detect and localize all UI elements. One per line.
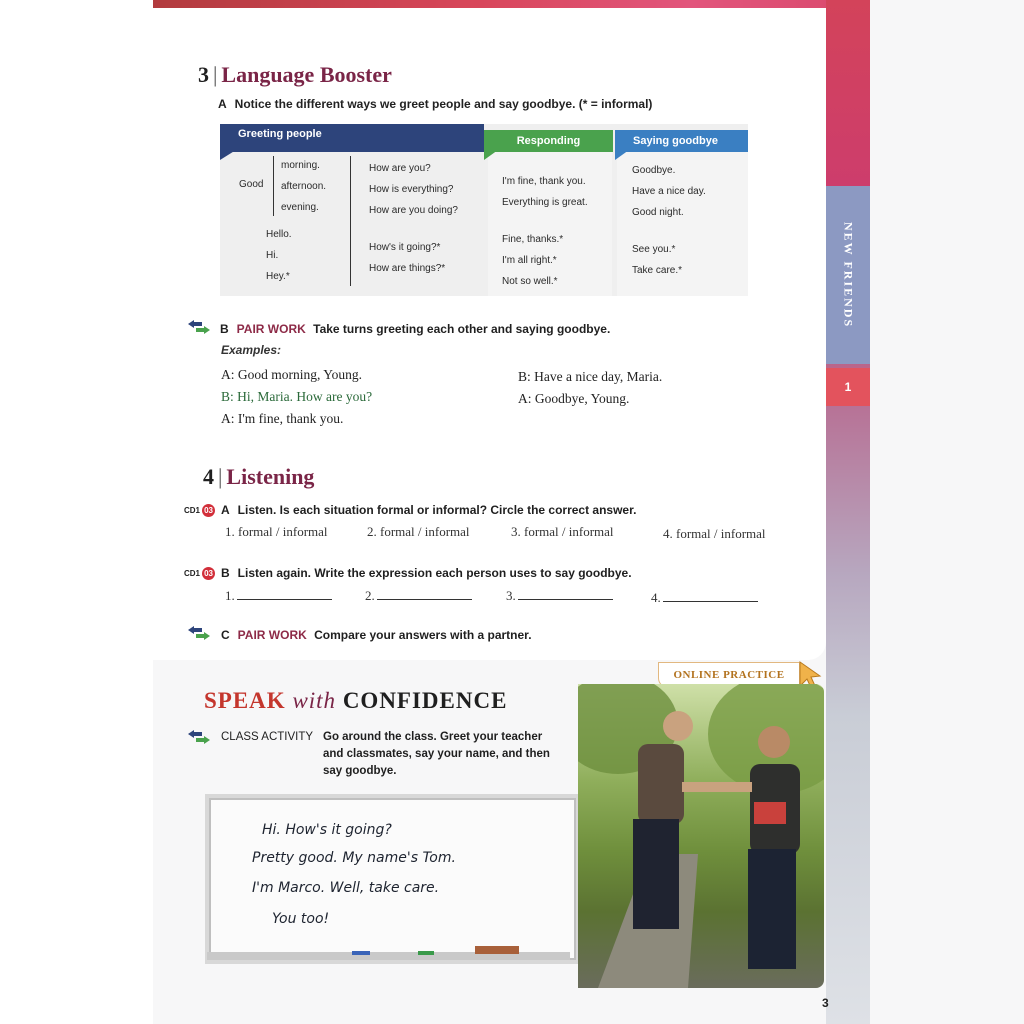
example-dialogue-left — [221, 364, 372, 430]
dialogue-line: A: Goodbye, Young. — [518, 391, 630, 406]
answer-choice[interactable]: 4. formal / informal — [663, 526, 766, 541]
marker-green — [418, 951, 434, 955]
speak-with-confidence-title: SPEAK with CONFIDENCE — [204, 688, 508, 713]
page-margin — [0, 0, 153, 1024]
online-practice-link[interactable]: ONLINE PRACTICE — [658, 662, 800, 688]
dialogue-line: A: I'm fine, thank you. — [221, 411, 344, 426]
informal-greetings-list: Hello. Hi. Hey.* — [266, 229, 292, 282]
dialogue-line: A: Good morning, Young. — [221, 367, 363, 382]
pair-work-icon — [188, 626, 210, 640]
informal-goodbyes-list: See you.* Take care.* — [632, 244, 683, 276]
part-a-instruction: A Notice the different ways we greet people and say goodbye. (* = informal) — [218, 97, 653, 111]
greeting-header: Greeting people — [220, 124, 484, 152]
part-b-instruction: B PAIR WORK Take turns greeting each other and saying goodbye. — [220, 322, 611, 336]
answer-choice[interactable]: 2. formal / informal — [367, 524, 470, 539]
track-badge: 03 — [202, 504, 215, 517]
section-number: 4 — [203, 464, 214, 489]
answer-blank[interactable]: 3. — [506, 588, 613, 604]
answer-blank[interactable]: 1. — [225, 588, 332, 604]
header-arrow — [615, 150, 629, 160]
section-title: Listening — [226, 464, 315, 489]
header-arrow — [484, 150, 498, 160]
chapter-tab-label: NEW FRIENDS — [841, 221, 856, 329]
whiteboard-line: You too! — [272, 911, 330, 927]
goodbye-header: Saying goodbye — [615, 130, 748, 152]
photo-illustration — [578, 684, 824, 988]
dialogue-line: B: Hi, Maria. How are you? — [221, 389, 373, 404]
responding-header: Responding — [484, 130, 613, 152]
chapter-number: 1 — [826, 368, 870, 406]
examples-label: Examples: — [221, 343, 282, 357]
class-activity-instruction: Go around the class. Greet your teacher and classmates, say your name, and then say goodbye. — [323, 731, 550, 777]
pair-work-icon — [188, 320, 210, 334]
class-activity-label: CLASS ACTIVITY — [221, 731, 314, 743]
answer-blank[interactable]: 4. — [651, 590, 758, 606]
section-4-heading: 4 | Listening — [203, 464, 315, 489]
audio-track-b[interactable]: CD1 03 — [184, 565, 215, 583]
whiteboard-line: Pretty good. My name's Tom. — [252, 850, 456, 866]
good-word: Good — [239, 179, 264, 190]
divider — [273, 156, 274, 216]
audio-track-a[interactable]: CD1 03 — [184, 502, 215, 520]
example-dialogue-right — [518, 366, 662, 410]
header-arrow — [220, 150, 236, 160]
informal-questions-list: How's it going?* How are things?* — [369, 242, 446, 274]
part-a-instruction: A Listen. Is each situation formal or informal? Circle the correct answer. — [221, 503, 637, 517]
informal-responses-list: Fine, thanks.* I'm all right.* Not so well.* — [502, 234, 564, 287]
dialogue-line: B: Have a nice day, Maria. — [518, 369, 663, 384]
whiteboard-line: Hi. How's it going? — [262, 822, 392, 838]
eraser — [475, 946, 519, 954]
page-number: 3 — [822, 996, 829, 1010]
answer-choice[interactable]: 3. formal / informal — [511, 524, 614, 539]
marker-blue — [352, 951, 370, 955]
whiteboard — [205, 794, 580, 964]
good-times-list: morning. afternoon. evening. — [281, 160, 327, 213]
section-title: Language Booster — [221, 62, 392, 87]
answer-blank[interactable]: 2. — [365, 588, 472, 604]
whiteboard-line: I'm Marco. Well, take care. — [252, 880, 440, 896]
part-b-instruction: B Listen again. Write the expression each person uses to say goodbye. — [221, 566, 632, 580]
formal-questions-list: How are you? How is everything? How are you doing? — [369, 163, 458, 216]
answer-choice[interactable]: 1. formal / informal — [225, 524, 328, 539]
section-3-heading: 3 | Language Booster — [198, 62, 392, 87]
formal-goodbyes-list: Goodbye. Have a nice day. Good night. — [632, 165, 706, 218]
section-number: 3 — [198, 62, 209, 87]
part-c-instruction: C PAIR WORK Compare your answers with a partner. — [221, 628, 532, 642]
right-decorative-strip — [826, 0, 870, 1024]
formal-responses-list: I'm fine, thank you. Everything is great. — [502, 176, 588, 208]
students-handshake-photo — [578, 684, 824, 988]
class-activity-icon — [188, 730, 210, 744]
divider — [350, 156, 351, 286]
track-badge: 03 — [202, 567, 215, 580]
